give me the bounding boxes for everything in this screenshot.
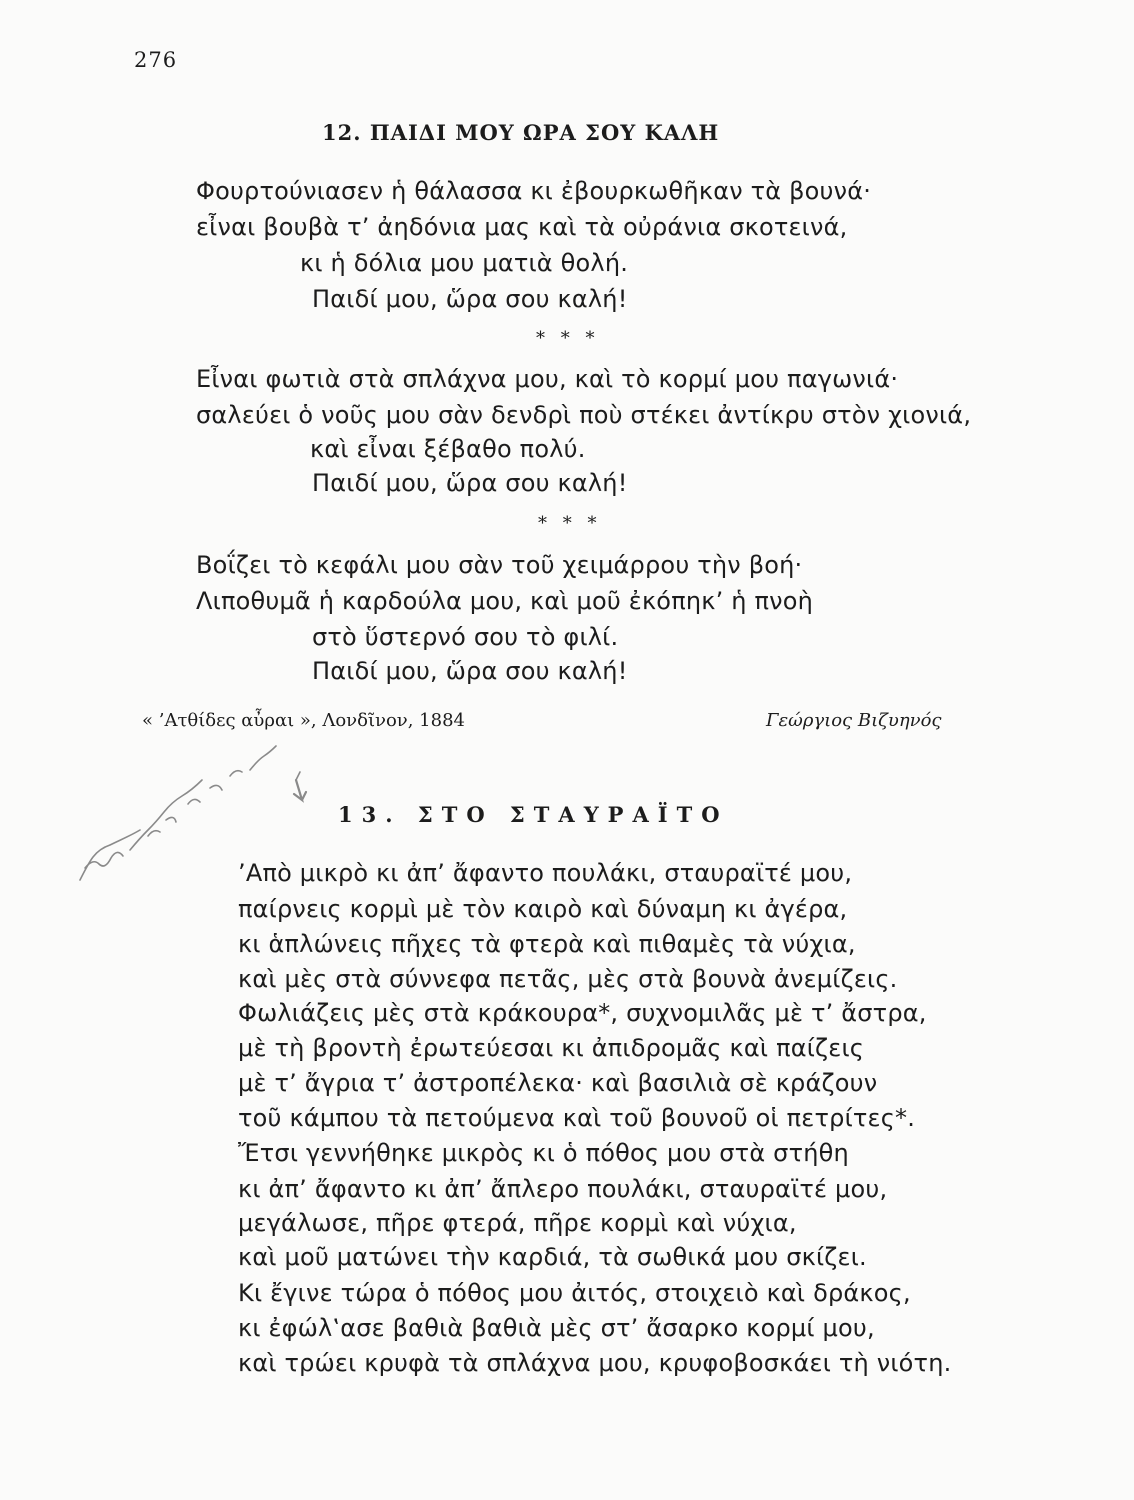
poem-source: « ’Ατθίδες αὖραι », Λονδῖνον, 1884 <box>142 710 465 731</box>
verse-line: Ἔτσι γεννήθηκε μικρὸς κι ὁ πόθος μου στὰ στήθη <box>238 1139 849 1167</box>
verse-line: κι ἐφώλ‛ασε βαθιὰ βαθιὰ μὲς στ’ ἄσαρκο κορμί μου, <box>238 1314 875 1342</box>
verse-line: καὶ εἶναι ξέβαθο πολύ. <box>310 435 586 463</box>
poem-title: 12. ΠΑΙΔΙ ΜΟΥ ΩΡΑ ΣΟΥ ΚΑΛΗ <box>322 120 720 145</box>
verse-line: Παιδί μου, ὥρα σου καλή! <box>312 285 628 313</box>
page-number: 276 <box>134 48 178 72</box>
verse-line: παίρνεις κορμὶ μὲ τὸν καιρὸ καὶ δύναμη κι ἀγέρα, <box>238 895 848 923</box>
verse-line: Παιδί μου, ὥρα σου καλή! <box>312 657 628 685</box>
verse-line: στὸ ὕστερνό σου τὸ φιλί. <box>312 623 619 651</box>
verse-line: μὲ τὴ βροντὴ ἐρωτεύεσαι κι ἀπιδρομᾶς καὶ παίζεις <box>238 1034 865 1062</box>
verse-line: κι ἁπλώνεις πῆχες τὰ φτερὰ καὶ πιθαμὲς τὰ νύχια, <box>238 930 856 958</box>
verse-line: καὶ τρώει κρυφὰ τὰ σπλάχνα μου, κρυφοβοσκάει τὴ νιότη. <box>238 1349 952 1377</box>
verse-line: ’Απὸ μικρὸ κι ἀπ’ ἄφαντο πουλάκι, σταυραϊτέ μου, <box>238 859 853 887</box>
verse-line: καὶ μὲς στὰ σύννεφα πετᾶς, μὲς στὰ βουνὰ ἀνεμίζεις. <box>238 965 898 993</box>
verse-line: σαλεύει ὁ νοῦς μου σὰν δενδρὶ ποὺ στέκει ἀντίκρυ στὸν χιονιά, <box>196 401 972 429</box>
verse-line: μὲ τ’ ἄγρια τ’ ἀστροπέλεκα· καὶ βασιλιὰ σὲ κράζουν <box>238 1069 878 1097</box>
verse-line: Βοΐζει τὸ κεφάλι μου σὰν τοῦ χειμάρρου τὴν βοή· <box>196 551 803 579</box>
verse-line: κι ἡ δόλια μου ματιὰ θολή. <box>300 249 629 277</box>
verse-line: Φωλιάζεις μὲς στὰ κράκουρα*, συχνομιλᾶς μὲ τ’ ἄστρα, <box>238 999 927 1027</box>
verse-line: Φουρτούνιασεν ἡ θάλασσα κι ἐβουρκωθῆκαν τὰ βουνά· <box>196 177 872 205</box>
verse-line: Εἶναι φωτιὰ στὰ σπλάχνα μου, καὶ τὸ κορμί μου παγωνιά· <box>196 365 899 393</box>
poem-title: 13. ΣΤΟ ΣΤΑΥΡΑΪΤΟ <box>338 802 729 827</box>
verse-line: κι ἀπ’ ἄφαντο κι ἀπ’ ἄπλερο πουλάκι, σταυραϊτέ μου, <box>238 1175 888 1203</box>
stanza-separator: * * * <box>538 513 602 534</box>
verse-line: εἶναι βουβὰ τ’ ἀηδόνια μας καὶ τὰ οὐράνια σκοτεινά, <box>196 213 848 241</box>
verse-line: τοῦ κάμπου τὰ πετούμενα καὶ τοῦ βουνοῦ οἱ πετρίτες*. <box>238 1104 916 1132</box>
verse-line: Λιποθυμᾶ ἡ καρδούλα μου, καὶ μοῦ ἐκόπηκ’ ἡ πνοὴ <box>196 587 814 615</box>
verse-line: καὶ μοῦ ματώνει τὴν καρδιά, τὰ σωθικά μου σκίζει. <box>238 1243 867 1271</box>
verse-line: Παιδί μου, ὥρα σου καλή! <box>312 469 628 497</box>
stanza-separator: * * * <box>536 328 600 349</box>
verse-line: μεγάλωσε, πῆρε φτερά, πῆρε κορμὶ καὶ νύχια, <box>238 1209 797 1237</box>
poem-author: Γεώργιος Βιζυηνός <box>766 710 942 731</box>
verse-line: Κι ἔγινε τώρα ὁ πόθος μου ἀιτός, στοιχειὸ καὶ δράκος, <box>238 1279 911 1307</box>
